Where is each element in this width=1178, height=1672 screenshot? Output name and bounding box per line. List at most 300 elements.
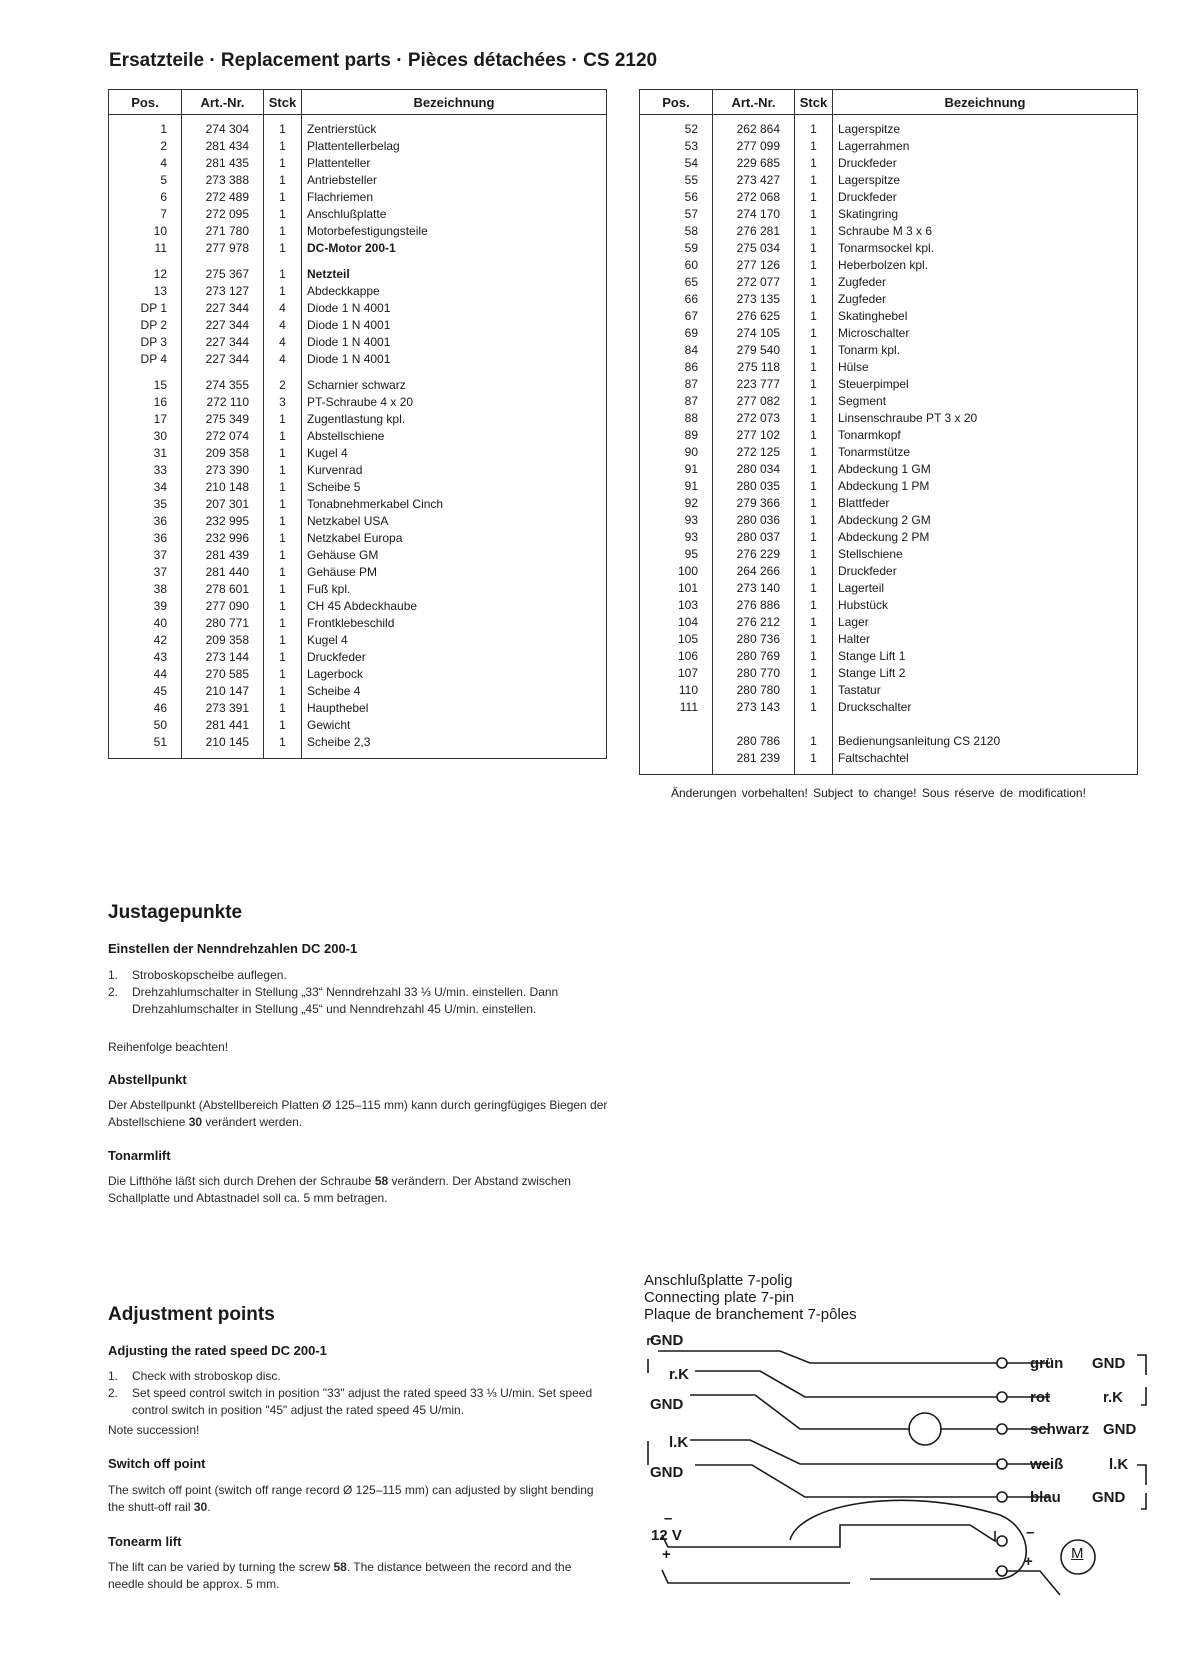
cell-bez: Hülse <box>833 359 1138 376</box>
cell-bez: Segment <box>833 393 1138 410</box>
cell-art: 280 035 <box>713 478 795 495</box>
cell-pos: 1 <box>109 115 182 139</box>
table-row <box>109 283 607 300</box>
cell-pos: 110 <box>640 682 713 699</box>
cell-stck: 1 <box>795 189 833 206</box>
table-row <box>640 563 1138 580</box>
table-row <box>109 411 607 428</box>
cell-pos: 89 <box>640 427 713 444</box>
bracket-mark <box>1137 1355 1146 1375</box>
lift-heading-en: Tonearm lift <box>108 1534 182 1549</box>
cell-pos: 40 <box>109 615 182 632</box>
cell-bez: Tonabnehmerkabel Cinch <box>302 496 607 513</box>
stop-text-part: The switch off point (switch off range record Ø 125–115 mm) can adjusted by slight bending the shutt-off rail <box>108 1483 594 1514</box>
table-row <box>109 428 607 445</box>
table-row <box>640 614 1138 631</box>
cell-stck: 1 <box>795 223 833 240</box>
cell-art: 281 434 <box>182 138 264 155</box>
table-row <box>109 581 607 598</box>
cell-bez <box>833 716 1138 733</box>
terminal-pin <box>997 1536 1007 1546</box>
cell-art: 274 304 <box>182 115 264 139</box>
cell-bez: Kugel 4 <box>302 632 607 649</box>
stop-text-ref: 30 <box>188 1115 203 1129</box>
table-row <box>109 530 607 547</box>
cell-pos: 10 <box>109 223 182 240</box>
table-row <box>109 513 607 530</box>
cell-pos: 111 <box>640 699 713 716</box>
stop-text-part: Der Abstellpunkt (Abstellbereich Platten Ø 125–115 mm) kann durch geringfügiges Biegen der Abstellschiene <box>108 1098 608 1129</box>
cell-bez <box>302 257 607 266</box>
left-label: r.K <box>669 1366 690 1383</box>
cell-pos: 36 <box>109 513 182 530</box>
cell-art: 280 736 <box>713 631 795 648</box>
cell-pos: 16 <box>109 394 182 411</box>
step-text: Drehzahlumschalter in Stellung „33“ Nenndrehzahl 33 ⅓ U/min. einstellen. Dann Drehzahlumschalter in Stellung „45“ und Nenndrehzahl 45 U/min. einstellen. <box>132 985 559 1016</box>
lift-text-part: Die Lifthöhe läßt sich durch Drehen der Schraube <box>108 1174 375 1188</box>
cell-stck: 1 <box>264 115 302 139</box>
cell-pos: 93 <box>640 529 713 546</box>
section-heading-de: Justagepunkte <box>108 902 243 923</box>
cell-art: 278 601 <box>182 581 264 598</box>
cell-pos: DP 1 <box>109 300 182 317</box>
table-row <box>109 683 607 700</box>
stop-text-en <box>108 1482 608 1516</box>
right-label: GND <box>1103 1421 1137 1438</box>
cell-art: 227 344 <box>182 351 264 368</box>
cell-art: 273 135 <box>713 291 795 308</box>
cell-stck: 1 <box>795 495 833 512</box>
motor-letter: M <box>1071 1545 1084 1562</box>
cell-art: 281 435 <box>182 155 264 172</box>
cell-art: 281 440 <box>182 564 264 581</box>
cell-bez: Diode 1 N 4001 <box>302 351 607 368</box>
cell-bez: Diode 1 N 4001 <box>302 334 607 351</box>
cell-art: 276 886 <box>713 597 795 614</box>
cell-pos: DP 3 <box>109 334 182 351</box>
cell-stck: 1 <box>795 410 833 427</box>
cell-stck: 1 <box>795 546 833 563</box>
cell-bez: Plattentellerbelag <box>302 138 607 155</box>
cell-pos: 58 <box>640 223 713 240</box>
cell-bez: Abdeckung 2 PM <box>833 529 1138 546</box>
cell-pos: 31 <box>109 445 182 462</box>
cell-pos: 56 <box>640 189 713 206</box>
table-row <box>109 445 607 462</box>
table-row <box>640 240 1138 257</box>
cell-art: 277 090 <box>182 598 264 615</box>
right-label: r.K <box>1103 1389 1124 1406</box>
cell-bez: Motorbefestigungsteile <box>302 223 607 240</box>
cell-art: 272 125 <box>713 444 795 461</box>
cell-art: 272 068 <box>713 189 795 206</box>
table-row <box>109 300 607 317</box>
table-row <box>109 666 607 683</box>
cell-art: 272 489 <box>182 189 264 206</box>
cell-bez: Scheibe 4 <box>302 683 607 700</box>
cell-pos: 5 <box>109 172 182 189</box>
cell-art: 280 037 <box>713 529 795 546</box>
table-row <box>109 632 607 649</box>
step-item <box>108 984 608 1018</box>
cell-stck: 1 <box>795 597 833 614</box>
cell-stck: 2 <box>264 377 302 394</box>
wire-color: weiß <box>1030 1456 1064 1473</box>
cell-pos: 90 <box>640 444 713 461</box>
cell-bez: Zentrierstück <box>302 115 607 139</box>
cell-stck: 1 <box>264 223 302 240</box>
cell-pos: 17 <box>109 411 182 428</box>
header-pos: Pos. <box>640 90 713 115</box>
table-row <box>109 257 607 266</box>
cell-stck: 1 <box>795 359 833 376</box>
table-row <box>109 547 607 564</box>
step-item <box>108 967 608 984</box>
cell-stck: 1 <box>795 274 833 291</box>
footnote: Änderungen vorbehalten! Subject to change! Sous réserve de modification! <box>671 786 1086 800</box>
cell-art: 277 099 <box>713 138 795 155</box>
cell-bez <box>302 368 607 377</box>
cell-art: 207 301 <box>182 496 264 513</box>
cell-bez: CH 45 Abdeckhaube <box>302 598 607 615</box>
cell-pos: 57 <box>640 206 713 223</box>
wire-motor-loop <box>790 1500 1026 1579</box>
cell-art: 276 625 <box>713 308 795 325</box>
lift-text-part: The lift can be varied by turning the screw <box>108 1560 334 1574</box>
cell-pos: 53 <box>640 138 713 155</box>
lift-text-en <box>108 1559 608 1593</box>
cell-art: 271 780 <box>182 223 264 240</box>
wire-3 <box>690 1395 910 1429</box>
cell-bez: Diode 1 N 4001 <box>302 317 607 334</box>
cell-stck: 1 <box>795 580 833 597</box>
terminal-pin <box>997 1566 1007 1576</box>
right-label: GND <box>1092 1489 1126 1506</box>
lift-text-ref: 58 <box>374 1174 389 1188</box>
cell-bez: Anschlußplatte <box>302 206 607 223</box>
cell-pos: 59 <box>640 240 713 257</box>
wire-2 <box>695 1371 995 1397</box>
steps-de <box>108 967 608 1018</box>
cell-stck: 1 <box>264 564 302 581</box>
cell-art: 277 102 <box>713 427 795 444</box>
supply-voltage: 12 V <box>651 1527 682 1544</box>
cell-art: 279 366 <box>713 495 795 512</box>
cell-pos: 33 <box>109 462 182 479</box>
cell-bez: Heberbolzen kpl. <box>833 257 1138 274</box>
cell-bez: Flachriemen <box>302 189 607 206</box>
cell-pos: 87 <box>640 376 713 393</box>
table-row <box>109 564 607 581</box>
cell-stck: 1 <box>795 376 833 393</box>
cell-stck: 1 <box>795 325 833 342</box>
table-row <box>640 257 1138 274</box>
table-row <box>640 189 1138 206</box>
cell-bez: Gehäuse GM <box>302 547 607 564</box>
table-row <box>109 717 607 734</box>
step-number: 2. <box>108 1386 119 1400</box>
terminal-pin <box>997 1358 1007 1368</box>
table-row <box>640 597 1138 614</box>
left-label: GND <box>650 1332 684 1349</box>
stop-heading-de: Abstellpunkt <box>108 1072 187 1087</box>
cell-bez: Fuß kpl. <box>302 581 607 598</box>
cell-stck: 1 <box>795 206 833 223</box>
cell-art: 229 685 <box>713 155 795 172</box>
cell-pos: 69 <box>640 325 713 342</box>
supply-minus: – <box>664 1510 673 1527</box>
cell-art: 272 095 <box>182 206 264 223</box>
step-item <box>108 1368 608 1385</box>
table-row <box>109 240 607 257</box>
table-row <box>109 479 607 496</box>
right-label: GND <box>1092 1355 1126 1372</box>
cell-stck: 1 <box>795 172 833 189</box>
cell-bez: Bedienungsanleitung CS 2120 <box>833 733 1138 750</box>
cell-pos: 30 <box>109 428 182 445</box>
cell-pos: DP 2 <box>109 317 182 334</box>
cell-pos: 6 <box>109 189 182 206</box>
bracket-mark <box>1137 1465 1146 1485</box>
cell-art: 281 239 <box>713 750 795 775</box>
cell-pos: 43 <box>109 649 182 666</box>
wire-4 <box>690 1440 995 1464</box>
cell-pos: 66 <box>640 291 713 308</box>
table-row <box>640 223 1138 240</box>
cell-bez: Scharnier schwarz <box>302 377 607 394</box>
cell-stck: 4 <box>264 334 302 351</box>
table-row <box>109 172 607 189</box>
table-row <box>109 266 607 283</box>
table-row <box>109 615 607 632</box>
bracket-mark <box>1141 1493 1146 1509</box>
table-row <box>640 648 1138 665</box>
cell-pos: 95 <box>640 546 713 563</box>
table-row <box>640 478 1138 495</box>
cell-pos: 55 <box>640 172 713 189</box>
section-heading-en: Adjustment points <box>108 1304 275 1325</box>
cell-pos: 103 <box>640 597 713 614</box>
cell-pos: 46 <box>109 700 182 717</box>
cell-bez: Druckfeder <box>302 649 607 666</box>
cell-pos: 86 <box>640 359 713 376</box>
cell-pos: 2 <box>109 138 182 155</box>
cell-art: 210 148 <box>182 479 264 496</box>
table-row <box>109 223 607 240</box>
step-number: 1. <box>108 968 119 982</box>
cell-art: 280 770 <box>713 665 795 682</box>
cell-bez: Lagerrahmen <box>833 138 1138 155</box>
cell-pos: 50 <box>109 717 182 734</box>
diagram-title-de: Anschlußplatte 7-polig <box>644 1272 793 1289</box>
cell-art: 232 996 <box>182 530 264 547</box>
cell-stck: 1 <box>795 648 833 665</box>
header-stck: Stck <box>795 90 833 115</box>
cell-stck <box>264 257 302 266</box>
cell-bez: Antriebsteller <box>302 172 607 189</box>
cell-bez: Zugentlastung kpl. <box>302 411 607 428</box>
cell-pos: 35 <box>109 496 182 513</box>
cell-art <box>182 368 264 377</box>
cell-pos: 45 <box>109 683 182 700</box>
table-row <box>640 172 1138 189</box>
cell-pos: 65 <box>640 274 713 291</box>
diagram-title-fr: Plaque de branchement 7-pôles <box>644 1306 857 1323</box>
table-row <box>640 155 1138 172</box>
wire-supply-plus <box>662 1570 850 1583</box>
cell-pos: 60 <box>640 257 713 274</box>
table-row <box>640 716 1138 733</box>
cell-stck: 1 <box>264 172 302 189</box>
right-label: l.K <box>1109 1456 1129 1473</box>
table-row <box>109 334 607 351</box>
cell-art: 275 034 <box>713 240 795 257</box>
step-text: Set speed control switch in position "33" adjust the rated speed 33 ⅓ U/min. Set speed control switch in position "45" adjust the rated speed 45 U/min. <box>132 1386 593 1417</box>
cell-bez: Abstellschiene <box>302 428 607 445</box>
cell-art: 280 786 <box>713 733 795 750</box>
cell-stck: 1 <box>264 283 302 300</box>
cell-stck: 1 <box>264 700 302 717</box>
table-row <box>109 155 607 172</box>
table-row <box>109 115 607 139</box>
cell-stck: 1 <box>264 513 302 530</box>
step-text: Stroboskopscheibe auflegen. <box>132 968 287 982</box>
step-number: 1. <box>108 1369 119 1383</box>
cell-bez: Lagerteil <box>833 580 1138 597</box>
cell-stck: 1 <box>795 631 833 648</box>
cell-stck: 1 <box>795 614 833 631</box>
cell-stck: 1 <box>264 206 302 223</box>
cell-stck: 1 <box>264 138 302 155</box>
cell-pos: 37 <box>109 547 182 564</box>
cell-pos: 101 <box>640 580 713 597</box>
cell-stck: 1 <box>264 598 302 615</box>
cell-art: 280 769 <box>713 648 795 665</box>
cell-bez: Tonarmstütze <box>833 444 1138 461</box>
cell-pos: 84 <box>640 342 713 359</box>
cell-pos: 7 <box>109 206 182 223</box>
table-row <box>109 206 607 223</box>
cell-art <box>182 257 264 266</box>
cell-bez: Zugfeder <box>833 291 1138 308</box>
cell-stck: 1 <box>795 750 833 775</box>
cell-pos: 39 <box>109 598 182 615</box>
cell-stck: 1 <box>795 665 833 682</box>
table-row <box>109 138 607 155</box>
cell-bez: Tonarm kpl. <box>833 342 1138 359</box>
cell-bez: Steuerpimpel <box>833 376 1138 393</box>
cell-stck: 1 <box>795 240 833 257</box>
table-row <box>109 189 607 206</box>
cell-pos: 51 <box>109 734 182 759</box>
cell-stck: 1 <box>264 479 302 496</box>
lift-text-part: verändern. Der Abstand zwischen Schallplatte und Abtastnadel soll ca. 5 mm betragen. <box>108 1174 571 1205</box>
steps-en <box>108 1368 608 1419</box>
note-en: Note succession! <box>108 1423 200 1437</box>
cable-ring <box>909 1413 941 1445</box>
cell-pos: 100 <box>640 563 713 580</box>
cell-art: 273 127 <box>182 283 264 300</box>
cell-art: 272 074 <box>182 428 264 445</box>
header-art-nr: Art.-Nr. <box>713 90 795 115</box>
cell-bez: Plattenteller <box>302 155 607 172</box>
cell-art: 275 118 <box>713 359 795 376</box>
cell-stck: 1 <box>795 699 833 716</box>
table-row <box>640 274 1138 291</box>
cell-art: 276 281 <box>713 223 795 240</box>
cell-bez: PT-Schraube 4 x 20 <box>302 394 607 411</box>
cell-stck: 1 <box>795 115 833 139</box>
cell-stck: 1 <box>795 512 833 529</box>
cell-stck: 1 <box>795 444 833 461</box>
cell-bez: Stellschiene <box>833 546 1138 563</box>
cell-bez: Druckfeder <box>833 189 1138 206</box>
cell-bez: Abdeckung 1 GM <box>833 461 1138 478</box>
left-label: GND <box>650 1464 684 1481</box>
cell-stck: 1 <box>264 240 302 257</box>
cell-stck: 4 <box>264 351 302 368</box>
cell-art: 276 212 <box>713 614 795 631</box>
cell-bez: Tonarmkopf <box>833 427 1138 444</box>
cell-art: 210 145 <box>182 734 264 759</box>
cell-stck: 1 <box>264 734 302 759</box>
terminal-pin <box>997 1424 1007 1434</box>
cell-stck: 1 <box>795 733 833 750</box>
cell-stck: 1 <box>795 155 833 172</box>
cell-pos: 106 <box>640 648 713 665</box>
speed-heading-en: Adjusting the rated speed DC 200-1 <box>108 1343 327 1358</box>
header-pos: Pos. <box>109 90 182 115</box>
bracket-mark <box>1141 1387 1146 1405</box>
cell-stck: 1 <box>795 291 833 308</box>
cell-art: 227 344 <box>182 334 264 351</box>
motor-minus: – <box>1026 1524 1035 1541</box>
cell-stck: 1 <box>264 189 302 206</box>
cell-stck: 1 <box>264 666 302 683</box>
cell-stck: 1 <box>795 138 833 155</box>
cell-bez: Schraube M 3 x 6 <box>833 223 1138 240</box>
cell-art: 273 388 <box>182 172 264 189</box>
cell-pos: 87 <box>640 393 713 410</box>
stop-text-de <box>108 1097 608 1131</box>
cell-stck: 1 <box>795 427 833 444</box>
cell-art: 227 344 <box>182 300 264 317</box>
cell-art: 262 864 <box>713 115 795 139</box>
cell-art: 209 358 <box>182 632 264 649</box>
cell-art <box>713 716 795 733</box>
cell-art: 264 266 <box>713 563 795 580</box>
lift-heading-de: Tonarmlift <box>108 1148 171 1163</box>
table-row <box>109 496 607 513</box>
cell-stck: 1 <box>264 462 302 479</box>
cell-art: 280 036 <box>713 512 795 529</box>
cell-stck: 1 <box>264 530 302 547</box>
terminal-pin <box>997 1492 1007 1502</box>
cell-art: 277 082 <box>713 393 795 410</box>
table-row <box>109 700 607 717</box>
wire-color: blau <box>1030 1489 1061 1506</box>
cell-bez: Diode 1 N 4001 <box>302 300 607 317</box>
wire-color: schwarz <box>1030 1421 1090 1438</box>
cell-stck: 1 <box>795 478 833 495</box>
header-stck: Stck <box>264 90 302 115</box>
cell-stck: 1 <box>264 632 302 649</box>
cell-pos: 12 <box>109 266 182 283</box>
cell-bez: Scheibe 5 <box>302 479 607 496</box>
cell-bez: Kugel 4 <box>302 445 607 462</box>
table-row <box>640 733 1138 750</box>
table-row <box>640 393 1138 410</box>
